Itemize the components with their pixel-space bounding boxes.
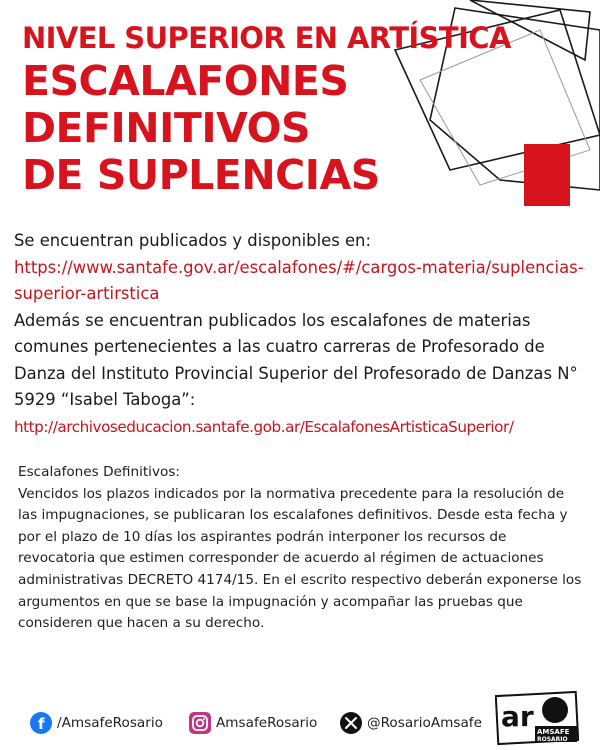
logo-line-2: ROSARIO bbox=[537, 736, 568, 743]
title-line-4: DE SUPLENCIAS bbox=[22, 151, 380, 199]
intro-section bbox=[14, 228, 592, 440]
intro-text-2: Además se encuentran publicados los escalafones de materias comunes pertenecientes a las cuatro carreras de Profesorado de Danza del Instituto Provincial Superior del Profesorado de Danzas N° 5929 “Isabel Taboga”: bbox=[14, 310, 578, 409]
link-santafe-escalafones[interactable]: https://www.santafe.gov.ar/escalafones/#/cargos-materia/suplencias-superior-artirstica bbox=[14, 257, 584, 303]
facebook-handle: /AmsafeRosario bbox=[57, 715, 163, 731]
x-icon bbox=[340, 712, 362, 734]
social-instagram[interactable] bbox=[189, 712, 317, 734]
social-x[interactable] bbox=[340, 712, 482, 734]
facebook-icon bbox=[30, 712, 52, 734]
x-handle: @RosarioAmsafe bbox=[367, 715, 482, 731]
instagram-handle: AmsafeRosario bbox=[216, 715, 318, 731]
social-facebook[interactable] bbox=[30, 712, 163, 734]
title-line-2: ESCALAFONES bbox=[22, 57, 349, 105]
logo-line-1: AMSAFE bbox=[537, 728, 570, 736]
title-block bbox=[22, 18, 582, 199]
amsafe-rosario-logo bbox=[495, 688, 579, 746]
footer bbox=[0, 682, 600, 750]
logo-main-text: ar bbox=[501, 700, 534, 733]
svg-text:f: f bbox=[38, 715, 45, 733]
details-section bbox=[18, 462, 586, 635]
link-archivos-educacion[interactable]: http://archivoseducacion.santafe.gob.ar/EscalafonesArtisticaSuperior/ bbox=[14, 417, 514, 436]
instagram-icon bbox=[189, 712, 211, 734]
title-line-1: NIVEL SUPERIOR EN ARTÍSTICA bbox=[22, 21, 511, 55]
details-body: Vencidos los plazos indicados por la normativa precedente para la resolución de las impugnaciones, se publicaran los escalafones definitivos. Desde esta fecha y por el plazo de 10 días los aspirantes podrán interponer los recursos de revocatoria que estimen corresponder de acuerdo al régimen de actuaciones administrativas DECRETO 4174/15. En el escrito respectivo deberán exponerse los argumentos en que se base la impugnación y acompañar las pruebas que consideren que hacen a su derecho. bbox=[18, 485, 582, 632]
intro-text-1: Se encuentran publicados y disponibles en: bbox=[14, 231, 371, 250]
details-heading: Escalafones Definitivos: bbox=[18, 464, 180, 480]
title-line-3: DEFINITIVOS bbox=[22, 104, 310, 152]
